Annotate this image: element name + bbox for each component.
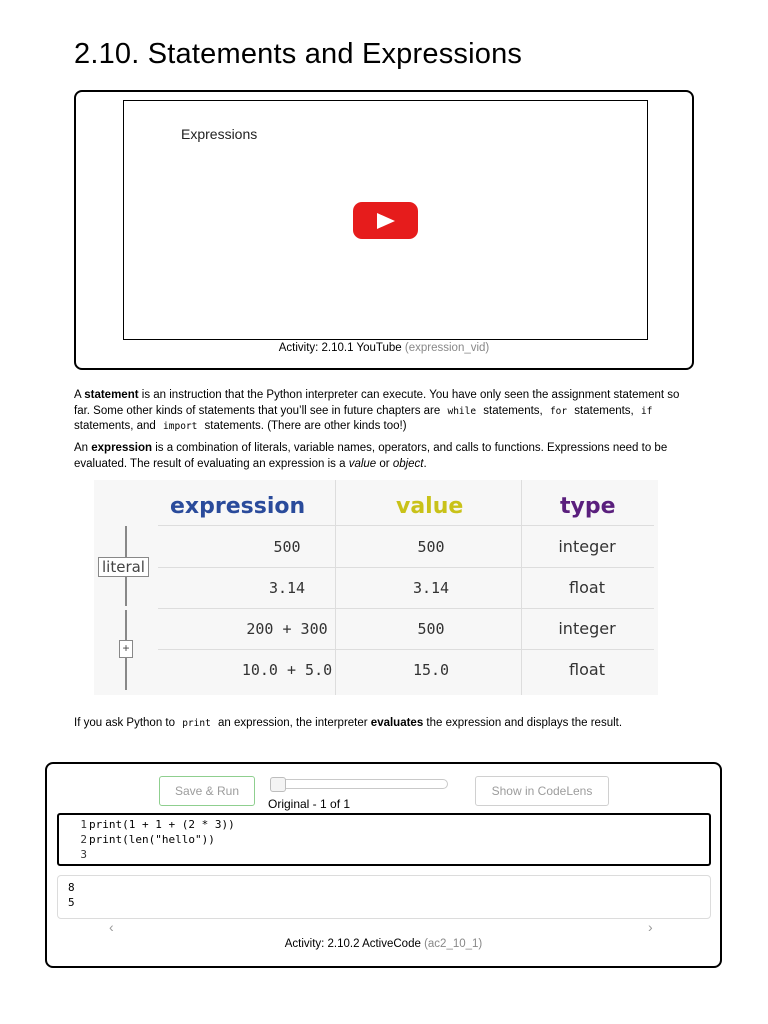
youtube-play-button[interactable] — [353, 202, 418, 239]
cell-expression: 10.0 + 5.0 — [241, 661, 333, 679]
line-number: 2 — [80, 833, 87, 846]
slider-handle[interactable] — [270, 777, 286, 792]
expression-paragraph — [74, 441, 694, 472]
evaluates-term: evaluates — [370, 717, 424, 729]
code-text: print(1 + 1 + (2 * 3)) — [89, 818, 235, 831]
scroll-right-icon[interactable]: › — [648, 919, 653, 935]
expression-table-figure — [94, 480, 658, 695]
video-activity-card — [74, 90, 694, 370]
cell-expression: 3.14 — [268, 579, 306, 597]
code-line — [59, 848, 89, 862]
text: is an instruction that the Python interpreter can execute. You have only seen the assignment statement so far. Some other kinds of statements that you’ll see in future chapters are — [74, 389, 680, 417]
table-divider — [158, 649, 654, 650]
line-number: 3 — [80, 848, 87, 861]
code-line — [59, 833, 215, 847]
code-text — [87, 848, 89, 861]
video-title: Expressions — [181, 126, 258, 142]
activecode-card — [45, 762, 722, 968]
version-label: Original - 1 of 1 — [268, 797, 351, 811]
cell-expression: 500 — [273, 538, 301, 556]
scroll-left-icon[interactable]: ‹ — [109, 919, 114, 935]
table-divider — [158, 567, 654, 568]
save-and-run-button[interactable]: Save & Run — [159, 776, 255, 806]
activecode-caption-id: (ac2_10_1) — [424, 938, 483, 950]
video-caption-id: (expression_vid) — [404, 342, 490, 354]
cell-type: integer — [558, 619, 616, 638]
expression-term: expression — [91, 442, 152, 454]
plus-label: + — [119, 640, 133, 658]
value-term: value — [348, 457, 377, 470]
print-paragraph — [74, 716, 694, 732]
cell-type: float — [569, 660, 605, 679]
activecode-caption-label: Activity: 2.10.2 ActiveCode — [284, 938, 421, 950]
header-value: value — [396, 494, 464, 519]
text: A — [74, 389, 85, 401]
line-number: 1 — [80, 818, 87, 831]
literal-label: literal — [98, 557, 149, 577]
statement-paragraph — [74, 388, 694, 435]
code-line — [59, 818, 235, 832]
header-expression: expression — [170, 494, 306, 519]
cell-type: integer — [558, 537, 616, 556]
text: the expression and displays the result. — [423, 717, 623, 729]
cell-expression: 200 + 300 — [246, 620, 328, 638]
cell-value: 500 — [417, 620, 445, 638]
statement-term: statement — [84, 389, 139, 401]
text: is a combination of literals, variable names, operators, and calls to functions. Expressions need to be evaluated. The result of evaluating an expression is a — [74, 442, 668, 470]
code-text: print(len("hello")) — [89, 833, 215, 846]
show-in-codelens-button[interactable]: Show in CodeLens — [475, 776, 609, 806]
table-divider — [158, 525, 654, 526]
text: statements, — [571, 404, 637, 417]
output-line: 5 — [68, 896, 75, 909]
keyword-if: if — [640, 405, 653, 417]
text: an expression, the interpreter — [214, 717, 371, 729]
header-type: type — [560, 494, 616, 519]
text: If you ask Python to — [74, 717, 179, 729]
code-editor[interactable] — [57, 813, 711, 866]
keyword-while: while — [447, 405, 477, 417]
video-caption-label: Activity: 2.10.1 YouTube — [278, 342, 402, 354]
text: statements, — [480, 404, 546, 417]
cell-type: float — [569, 578, 605, 597]
keyword-for: for — [549, 405, 568, 417]
text: statements, and — [74, 420, 160, 432]
keyword-print: print — [182, 718, 211, 729]
text: or — [376, 457, 393, 470]
youtube-video-player[interactable] — [123, 100, 648, 340]
table-divider — [158, 608, 654, 609]
cell-value: 15.0 — [412, 661, 450, 679]
cell-value: 3.14 — [412, 579, 450, 597]
play-icon — [377, 213, 395, 229]
keyword-import: import — [163, 421, 198, 432]
page-title: 2.10. Statements and Expressions — [74, 38, 523, 70]
text: An — [74, 442, 92, 454]
output-box — [57, 875, 711, 919]
activecode-caption — [47, 938, 720, 950]
cell-value: 500 — [417, 538, 445, 556]
object-term: object — [392, 457, 424, 470]
video-caption — [76, 342, 692, 354]
text: . — [423, 457, 427, 470]
version-slider[interactable] — [270, 779, 448, 789]
output-line: 8 — [68, 881, 75, 894]
text: statements. (There are other kinds too!) — [201, 420, 407, 432]
